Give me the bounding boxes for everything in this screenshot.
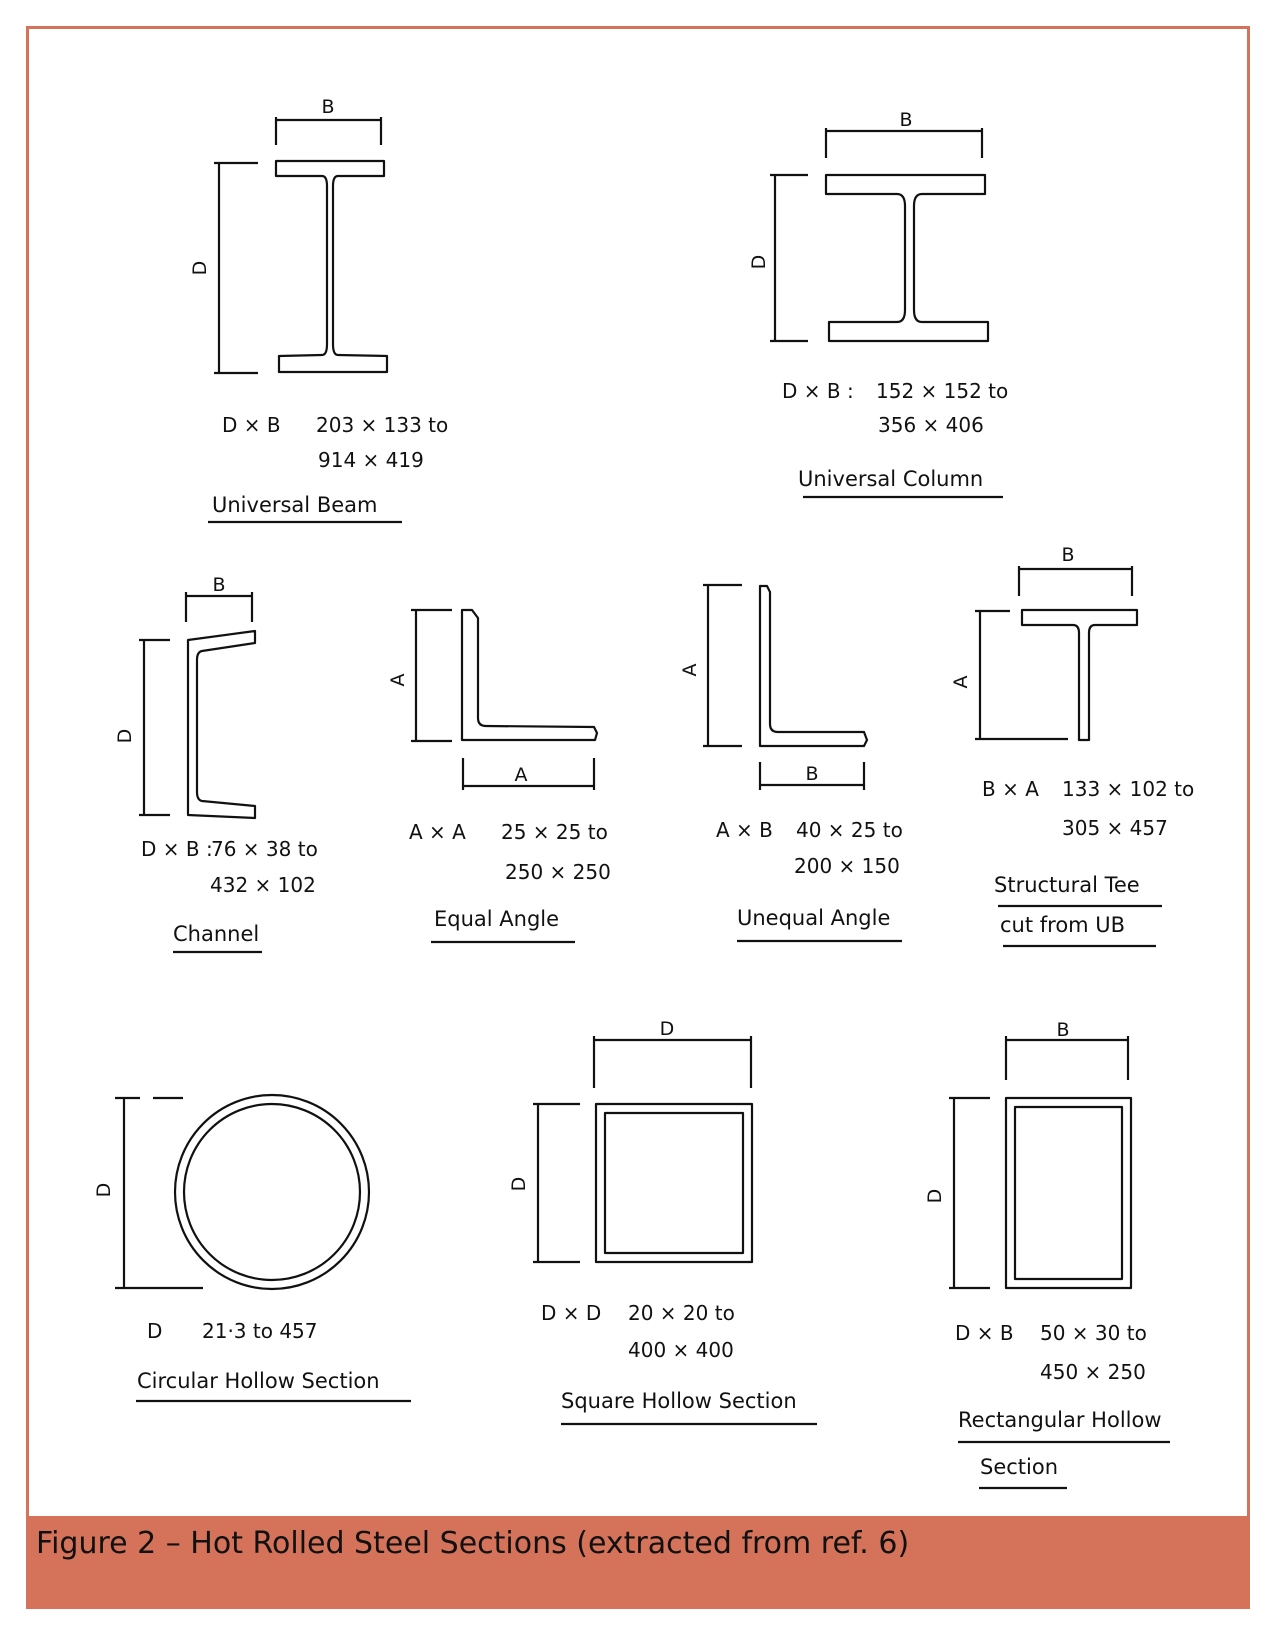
- circular-hollow-dim-d: [115, 1098, 203, 1288]
- circular-hollow-section: [115, 1095, 369, 1289]
- equal-angle-dim-a-side: [411, 610, 452, 741]
- universal-beam-range-to: 914 × 419: [318, 448, 424, 472]
- universal-beam-range-label: D × B: [222, 413, 281, 437]
- square-hollow-title: Square Hollow Section: [561, 1389, 797, 1413]
- channel-range-to: 432 × 102: [210, 873, 316, 897]
- structural-tee-range-label: B × A: [982, 777, 1039, 801]
- structural-tee-dim-b-label: B: [1061, 544, 1075, 566]
- caption-bar: [26, 1516, 1250, 1609]
- equal-angle-range-to: 250 × 250: [505, 860, 611, 884]
- equal-angle-range-label: A × A: [409, 820, 466, 844]
- channel-range-from: 76 × 38 to: [211, 837, 318, 861]
- equal-angle-title: Equal Angle: [434, 907, 560, 931]
- rectangular-hollow-outer: [1006, 1098, 1131, 1288]
- unequal-angle-dim-a: [703, 585, 742, 746]
- universal-column-shape: [826, 175, 988, 341]
- equal-angle-dim-a-bottom-label: A: [514, 764, 528, 786]
- square-hollow-inner: [605, 1113, 743, 1253]
- universal-column-dim-b-label: B: [899, 109, 913, 131]
- structural-tee-dim-b: [1019, 566, 1132, 596]
- circular-hollow-outer: [175, 1095, 369, 1289]
- rectangular-hollow-section: [949, 1036, 1131, 1288]
- square-hollow-range-from: 20 × 20 to: [628, 1301, 735, 1325]
- structural-tee-dim-a: [975, 611, 1068, 739]
- rectangular-hollow-range-to: 450 × 250: [1040, 1360, 1146, 1384]
- channel-dim-b: [186, 592, 252, 622]
- equal-angle-range-from: 25 × 25 to: [501, 820, 608, 844]
- equal-angle-dim-a-bottom: [463, 758, 594, 790]
- structural-tee-range-from: 133 × 102 to: [1062, 777, 1195, 801]
- universal-beam-dim-b: [276, 117, 381, 145]
- universal-beam-range-from: 203 × 133 to: [316, 413, 449, 437]
- square-hollow-range-label: D × D: [541, 1301, 602, 1325]
- rectangular-hollow-range-label: D × B: [955, 1321, 1014, 1345]
- structural-tee-title-line2: cut from UB: [1000, 913, 1126, 937]
- unequal-angle-range-from: 40 × 25 to: [796, 818, 903, 842]
- channel-title: Channel: [173, 922, 260, 946]
- universal-beam-shape: [276, 161, 387, 372]
- universal-column-dim-b: [826, 128, 982, 158]
- unequal-angle: [703, 585, 867, 790]
- channel-dim-d: [139, 640, 170, 815]
- figure-caption: Figure 2 – Hot Rolled Steel Sections (extracted from ref. 6): [36, 1526, 910, 1561]
- circular-hollow-inner: [184, 1104, 360, 1280]
- rectangular-hollow-title-line1: Rectangular Hollow: [958, 1408, 1162, 1432]
- unequal-angle-range-to: 200 × 150: [794, 854, 900, 878]
- square-hollow-dim-top-label: D: [659, 1018, 675, 1040]
- square-hollow-dim-side: [533, 1104, 580, 1262]
- rectangular-hollow-title-line2: Section: [980, 1455, 1059, 1479]
- rectangular-hollow-inner: [1015, 1107, 1122, 1279]
- structural-tee-range-to: 305 × 457: [1062, 816, 1168, 840]
- unequal-angle-title: Unequal Angle: [737, 906, 891, 930]
- circular-hollow-range-label: D: [147, 1319, 163, 1343]
- unequal-angle-range-label: A × B: [716, 818, 773, 842]
- square-hollow-outer: [596, 1104, 752, 1262]
- rectangular-hollow-dim-top-label: B: [1056, 1019, 1070, 1041]
- structural-tee-shape: [1022, 610, 1137, 740]
- square-hollow-dim-top: [594, 1036, 751, 1088]
- universal-column-range-to: 356 × 406: [878, 413, 984, 437]
- universal-beam-dim-d-label: D: [189, 260, 211, 276]
- universal-beam: [214, 117, 387, 373]
- universal-beam-dim-d: [214, 163, 258, 373]
- structural-tee: [975, 566, 1137, 740]
- universal-column: [770, 128, 988, 341]
- equal-angle-dim-a-side-label: A: [387, 673, 409, 687]
- channel-shape: [188, 631, 255, 818]
- universal-column-dim-d: [770, 175, 808, 341]
- equal-angle: [411, 610, 597, 790]
- circular-hollow-dim-d-label: D: [93, 1182, 115, 1198]
- circular-hollow-title: Circular Hollow Section: [137, 1369, 380, 1393]
- universal-column-range-from: 152 × 152 to: [876, 379, 1009, 403]
- channel: [139, 592, 255, 818]
- universal-beam-dim-b-label: B: [321, 96, 335, 118]
- rectangular-hollow-range-from: 50 × 30 to: [1040, 1321, 1147, 1345]
- rectangular-hollow-dim-side: [949, 1098, 990, 1288]
- square-hollow-dim-side-label: D: [508, 1176, 530, 1192]
- circular-hollow-range-from: 21·3 to 457: [202, 1319, 318, 1343]
- equal-angle-shape: [462, 610, 597, 740]
- square-hollow-section: [533, 1036, 752, 1262]
- unequal-angle-dim-b-label: B: [805, 763, 819, 785]
- universal-column-dim-d-label: D: [748, 254, 770, 270]
- rectangular-hollow-dim-top: [1006, 1036, 1128, 1080]
- channel-dim-d-label: D: [114, 728, 136, 744]
- channel-range-label: D × B :: [141, 837, 213, 861]
- structural-tee-title-line1: Structural Tee: [994, 873, 1140, 897]
- universal-beam-title: Universal Beam: [212, 493, 378, 517]
- unequal-angle-dim-a-label: A: [679, 663, 701, 677]
- universal-column-range-label: D × B :: [782, 379, 854, 403]
- unequal-angle-shape: [760, 586, 867, 746]
- structural-tee-dim-a-label: A: [950, 675, 972, 689]
- rectangular-hollow-dim-side-label: D: [924, 1188, 946, 1204]
- square-hollow-range-to: 400 × 400: [628, 1338, 734, 1362]
- universal-column-title: Universal Column: [798, 467, 984, 491]
- channel-dim-b-label: B: [212, 574, 226, 596]
